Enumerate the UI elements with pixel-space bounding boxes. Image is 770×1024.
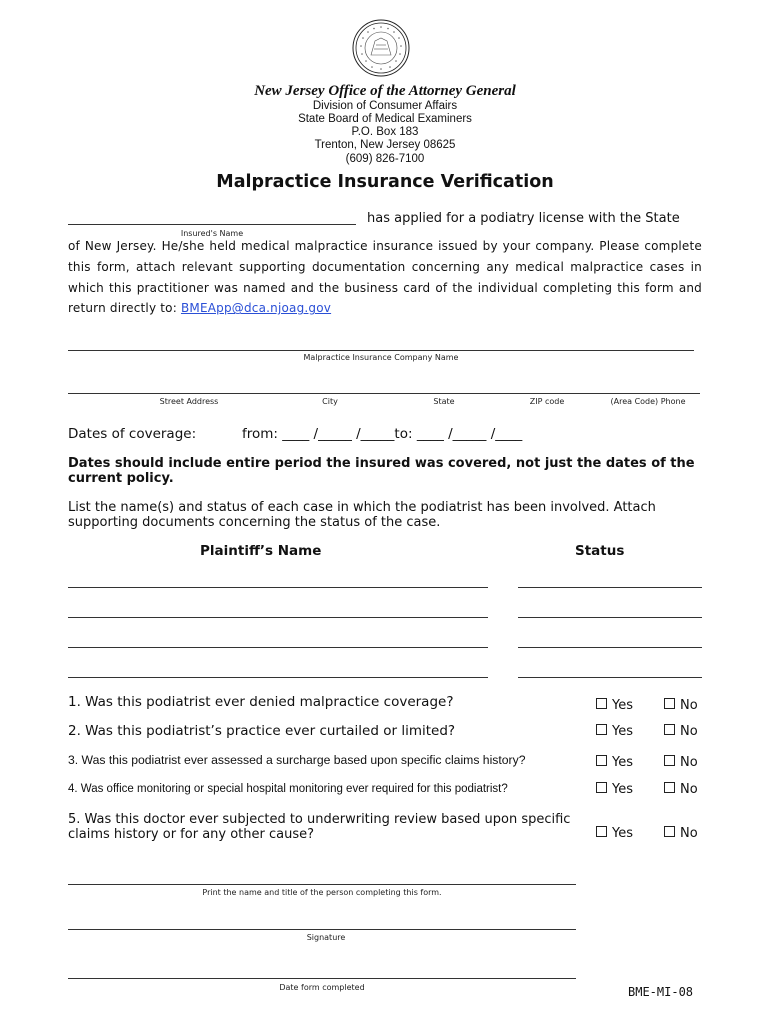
plaintiff-field-2[interactable]: [68, 617, 488, 618]
board-phone: (609) 826-7100: [345, 153, 425, 165]
state-seal-logo: [352, 19, 410, 77]
no-label: No: [680, 755, 698, 770]
intro-paragraph: [68, 236, 702, 319]
insured-name-field[interactable]: [68, 224, 356, 225]
checkbox-icon[interactable]: [664, 755, 675, 766]
status-field-4[interactable]: [518, 677, 702, 678]
q2-yes-option[interactable]: [596, 724, 633, 739]
company-name-field[interactable]: [68, 350, 694, 351]
question-3: 3. Was this podiatrist ever assessed a surcharge based upon specific claims history?: [68, 753, 526, 767]
coverage-label: Dates of coverage:: [68, 426, 197, 442]
q5-no-option[interactable]: [664, 826, 698, 841]
date-completed-field[interactable]: [68, 978, 576, 979]
signature-caption: Signature: [306, 933, 346, 942]
checkbox-icon[interactable]: [596, 826, 607, 837]
checkbox-icon[interactable]: [664, 826, 675, 837]
checkbox-icon[interactable]: [596, 755, 607, 766]
print-name-caption: Print the name and title of the person completing this form.: [202, 888, 442, 897]
q3-no-option[interactable]: [664, 755, 698, 770]
q4-yes-option[interactable]: [596, 782, 633, 797]
q2-no-option[interactable]: [664, 724, 698, 739]
q3-yes-option[interactable]: [596, 755, 633, 770]
q1-no-option[interactable]: [664, 698, 698, 713]
board-name: State Board of Medical Examiners: [298, 113, 472, 125]
question-4: 4. Was office monitoring or special hospital monitoring ever required for this podiatrist?: [68, 783, 508, 795]
yes-label: Yes: [612, 724, 633, 739]
question-5: 5. Was this doctor ever subjected to underwriting review based upon specific claims history or for any other cause?: [68, 812, 571, 842]
company-name-caption: Malpractice Insurance Company Name: [303, 353, 459, 362]
checkbox-icon[interactable]: [596, 698, 607, 709]
coverage-note: Dates should include entire period the insured was covered, not just the dates of the current policy.: [68, 456, 695, 486]
question-2: 2. Was this podiatrist’s practice ever curtailed or limited?: [68, 723, 456, 739]
q4-no-option[interactable]: [664, 782, 698, 797]
applied-text: has applied for a podiatry license with the State: [367, 211, 680, 226]
date-completed-caption: Date form completed: [279, 983, 365, 992]
email-link[interactable]: BMEApp@dca.njoag.gov: [180, 301, 332, 316]
no-label: No: [680, 826, 698, 841]
status-field-1[interactable]: [518, 587, 702, 588]
street-caption: Street Address: [159, 397, 219, 406]
checkbox-icon[interactable]: [664, 782, 675, 793]
plaintiff-header: Plaintiff’s Name: [200, 543, 322, 559]
division-name: Division of Consumer Affairs: [312, 100, 458, 112]
form-id: BME-MI-08: [628, 985, 694, 999]
q1-yes-option[interactable]: [596, 698, 633, 713]
print-name-field[interactable]: [68, 884, 576, 885]
insured-name-caption: Insured's Name: [180, 229, 244, 238]
yes-label: Yes: [612, 826, 633, 841]
q5-yes-option[interactable]: [596, 826, 633, 841]
checkbox-icon[interactable]: [664, 698, 675, 709]
intro-text: of New Jersey. He/she held medical malpractice insurance issued by your company. Please complete this form, attach relevant supporting documentation concerning any medical malpractice cases in which this practitioner was named and the business card of the individual completing this form and return directly to:: [68, 239, 702, 316]
status-field-2[interactable]: [518, 617, 702, 618]
coverage-range-field[interactable]: from: ____ /_____ /_____to: ____ /_____ /____: [242, 426, 523, 442]
no-label: No: [680, 782, 698, 797]
zip-caption: ZIP code: [529, 397, 565, 406]
yes-label: Yes: [612, 782, 633, 797]
plaintiff-field-1[interactable]: [68, 587, 488, 588]
state-caption: State: [433, 397, 455, 406]
checkbox-icon[interactable]: [664, 724, 675, 735]
no-label: No: [680, 724, 698, 739]
plaintiff-field-3[interactable]: [68, 647, 488, 648]
po-box: P.O. Box 183: [351, 126, 419, 138]
checkbox-icon[interactable]: [596, 724, 607, 735]
city-address: Trenton, New Jersey 08625: [314, 139, 456, 151]
plaintiff-field-4[interactable]: [68, 677, 488, 678]
address-line-field[interactable]: [68, 393, 700, 394]
page-title: Malpractice Insurance Verification: [216, 172, 554, 192]
city-caption: City: [322, 397, 338, 406]
checkbox-icon[interactable]: [596, 782, 607, 793]
question-1: 1. Was this podiatrist ever denied malpractice coverage?: [68, 694, 454, 710]
status-header: Status: [575, 543, 625, 559]
signature-field[interactable]: [68, 929, 576, 930]
no-label: No: [680, 698, 698, 713]
list-instructions: List the name(s) and status of each case in which the podiatrist has been involved. Attach supporting documents concerning the status of the case.: [68, 500, 656, 530]
yes-label: Yes: [612, 755, 633, 770]
yes-label: Yes: [612, 698, 633, 713]
org-name: New Jersey Office of the Attorney General: [254, 83, 516, 99]
phone-caption: (Area Code) Phone: [610, 397, 686, 406]
status-field-3[interactable]: [518, 647, 702, 648]
